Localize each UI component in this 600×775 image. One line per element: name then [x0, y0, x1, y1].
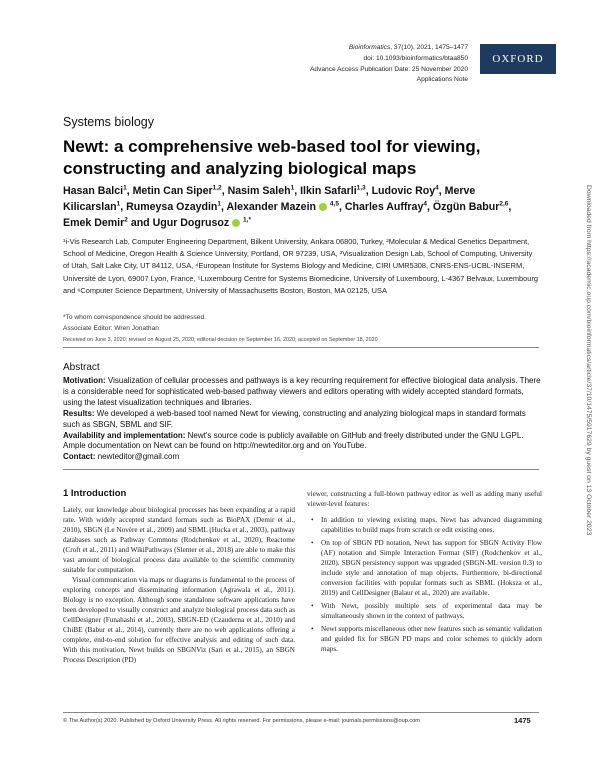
motivation-label: Motivation: [63, 376, 106, 385]
affiliation-marker: 4,5 [329, 200, 339, 208]
right-column [307, 489, 542, 657]
abstract-body [63, 376, 543, 463]
author-name: Charles Auffray [344, 201, 424, 213]
author [133, 185, 222, 197]
download-sidebar [581, 185, 593, 575]
author-name: Ilkin Safarli [300, 185, 357, 197]
journal-name: Bioinformatics [348, 44, 391, 51]
article-title: Newt: a comprehensive web-based tool for viewing, constructing and analyzing biological maps [63, 137, 481, 178]
paragraph: Visual communication via maps or diagrams is fundamental to the process of exploring concepts and disseminating information (Agrawala et al., 2011). Biology is no exception. Although some standalone software applications have been developed to visually construct and analyze biological process data such as CellDesigner (Funahashi et al., 2003), SBGN-ED (Czauderna et al., 2010) and ChiBE (Babur et al., 2014), currently there are no web applications offering a complete, end-to-end solution for effective analysis and editing of such data. With this motivation, Newt builds on SBGNViz (Sari et al., 2015), an SBGN Process Description (PD) [63, 576, 295, 664]
author [300, 185, 366, 197]
affiliation-marker: 1,* [243, 216, 251, 224]
author [227, 201, 339, 213]
affiliation-marker: 1 [290, 184, 295, 192]
availability-label: Availability and implementation: [63, 430, 186, 440]
article-type: Applications Note [416, 76, 468, 84]
affiliation-marker: 1,3 [356, 184, 366, 192]
page-number: 1475 [514, 716, 531, 725]
author-list: Hasan Balci$^1$, Metin Can Siper$^{1,2}$, Nasim Saleh$^1$, Ilkin Safarli$^{1,3}$, Ludovic Roy$^4$, Merve Kilicarslan$^1$, Rumeysa Ozaydin$^1$, Alexander Mazein $^{4,5}$, Charles Auffray$^4$, Özgün Babur$^{2,6}$, Emek Demir$^2$ and Ugur Dogrusoz $^{1,*}$ [63, 184, 512, 229]
divider [63, 712, 539, 713]
affiliation-marker: 1 [116, 200, 121, 208]
copyright-footer: © The Author(s) 2020. Published by Oxford University Press. All rights reserved. For permissions, please e-mail: journals.permissions@oup.com [63, 718, 420, 724]
author-name: Metin Can Siper [132, 185, 213, 197]
journal-header [208, 43, 468, 86]
abstract-motivation [63, 376, 543, 409]
author-name: Ludovic Roy [371, 185, 436, 197]
journal-citation: , 37(10), 2021, 1475–1477 [390, 44, 468, 51]
abstract-availability [63, 431, 543, 453]
author-name: Ugur Dogrusoz [152, 217, 230, 229]
affiliation-marker: 1,2 [212, 184, 222, 192]
author [433, 201, 509, 213]
author-name: Emek Demir [63, 217, 125, 229]
author-name: Hasan Balci [63, 185, 124, 197]
received-dates: Received on June 3, 2020; revised on August 25, 2020; editorial decision on September 16, 2020; accepted on September 18, 2020 [63, 337, 378, 343]
affiliation-marker: 2 [124, 216, 128, 224]
affiliation-marker: 2,6 [499, 200, 509, 208]
results-label: Results: [63, 408, 95, 418]
author-name: Rumeysa Ozaydin [126, 201, 218, 213]
abstract-results [63, 409, 543, 431]
paragraph: viewer, constructing a full-blown pathway editor as well as adding many useful viewer-level features: [307, 490, 542, 508]
orcid-icon[interactable] [319, 203, 327, 211]
correspondence-note: *To whom correspondence should be addressed. [63, 314, 206, 321]
list-item: • In addition to viewing existing maps, Newt has advanced diagramming capabilities to build maps from scratch or edit existing ones. [307, 515, 542, 535]
divider [63, 469, 539, 470]
left-column [63, 489, 295, 665]
author-name: Merve Kilicarslan [63, 185, 476, 213]
results-text: We developed a web-based tool named Newt for viewing, constructing and analyzing biological maps in standard formats such as SBGN, SBML and SIF. [63, 408, 526, 429]
author [153, 217, 251, 229]
feature-list [307, 515, 542, 654]
list-item: • Newt supports miscellaneous other new features such as semantic validation and guided fix for SBGN PD maps and color schemes to quickly adorn maps. [307, 624, 542, 654]
list-item: • On top of SBGN PD notation, Newt has support for SBGN Activity Flow (AF) notation and Simple Interaction Format (SIF) (Rodchenkov et al., 2020). SBGN persistency support was upgraded (SBGN-ML version 0.3) to include style and annotation of map objects. Furthermore, bi-directional conversion facilities with popular formats such as SBML (Hoksza et al., 2019) and CellDesigner (Balaur et al., 2020) are available. [307, 538, 542, 598]
author [345, 201, 427, 213]
advance-access-date: Advance Access Publication Date: 25 November 2020 [310, 65, 468, 73]
divider [63, 347, 539, 348]
author [126, 201, 221, 213]
affiliation-marker: 4 [435, 184, 439, 192]
contact-email[interactable]: newteditor@gmail.com [97, 452, 180, 462]
section-heading-introduction: 1 Introduction [63, 488, 127, 499]
author [63, 185, 127, 197]
abstract-contact [63, 452, 543, 463]
doi[interactable]: doi: 10.1093/bioinformatics/btaa850 [363, 54, 468, 62]
author [63, 217, 128, 229]
abstract-heading: Abstract [63, 362, 100, 373]
availability-text: Newt's source code is publicly available on GitHub and freely distributed under the GNU LGPL. Ample documentation on Newt can be found on http://newteditor.org and on YouTube. [63, 430, 524, 451]
notes [63, 313, 539, 334]
affiliations: ¹i-Vis Research Lab, Computer Engineering Department, Bilkent University, Ankara 06800, Turkey, ²Molecular & Medical Genetics Department, School of Medicine, Oregon Health & Science University, Portland, OR 97239, USA, ³Visualization Design Lab, School of Computing, University of Utah, Salt Lake City, UT 84112, USA, ⁴European Institute for Systems Biology and Medicine, CIRI UMR5308, CNRS-ENS-UCBL-INSERM, Université de Lyon, 69007 Lyon, France, ⁵Luxembourg Centre for Systems Biomedicine, University of Luxembourg, L-4367 Belvaux, Luxembourg and ⁶Computer Science Department, University of Massachusetts Boston, Boston, MA 02125, USA [63, 237, 538, 295]
author-name: Alexander Mazein [226, 201, 316, 213]
oxford-logo: OXFORD [480, 44, 556, 74]
author-name: Nasim Saleh [227, 185, 291, 197]
associate-editor: Associate Editor: Wren Jonathan [63, 324, 159, 332]
list-item: • With Newt, possibly multiple sets of experimental data may be simultaneously shown in the context of pathways. [307, 601, 542, 621]
motivation-text: Visualization of cellular processes and pathways is a key recurring requirement for effective biological data analysis. There is a considerable need for sophisticated web-based pathway viewers and editors operating with widely accepted standard formats, using the latest visualization techniques and libraries. [63, 376, 541, 407]
affiliation-marker: 4 [423, 200, 427, 208]
contact-label: Contact: [63, 452, 96, 462]
author [372, 185, 439, 197]
affiliation-marker: 1 [123, 184, 127, 192]
paragraph: Lately, our knowledge about biological processes has been expanding at a rapid rate. With widely accepted standard formats such as BioPAX (Demir et al., 2010), SBGN (Le Novère et al., 2009) and SBML (Hucka et al., 2003), pathway databases such as Pathway Commons (Rodchenkov et al., 2020), Reactome (Croft et al., 2011) and WikiPathways (Slenter et al., 2018) are able to make this vast amount of biological process data available to the scientific community suitable for computation. [63, 506, 295, 574]
section-label: Systems biology [63, 115, 155, 129]
orcid-icon[interactable] [232, 219, 240, 227]
affiliation-marker: 1 [217, 200, 221, 208]
author-name: Özgün Babur [432, 201, 500, 213]
author [228, 185, 295, 197]
download-note: Downloaded from https://academic.oup.com/bioinformatics/article/37/10/1475/5917629 by guest on 13 October 2023 [585, 185, 592, 536]
